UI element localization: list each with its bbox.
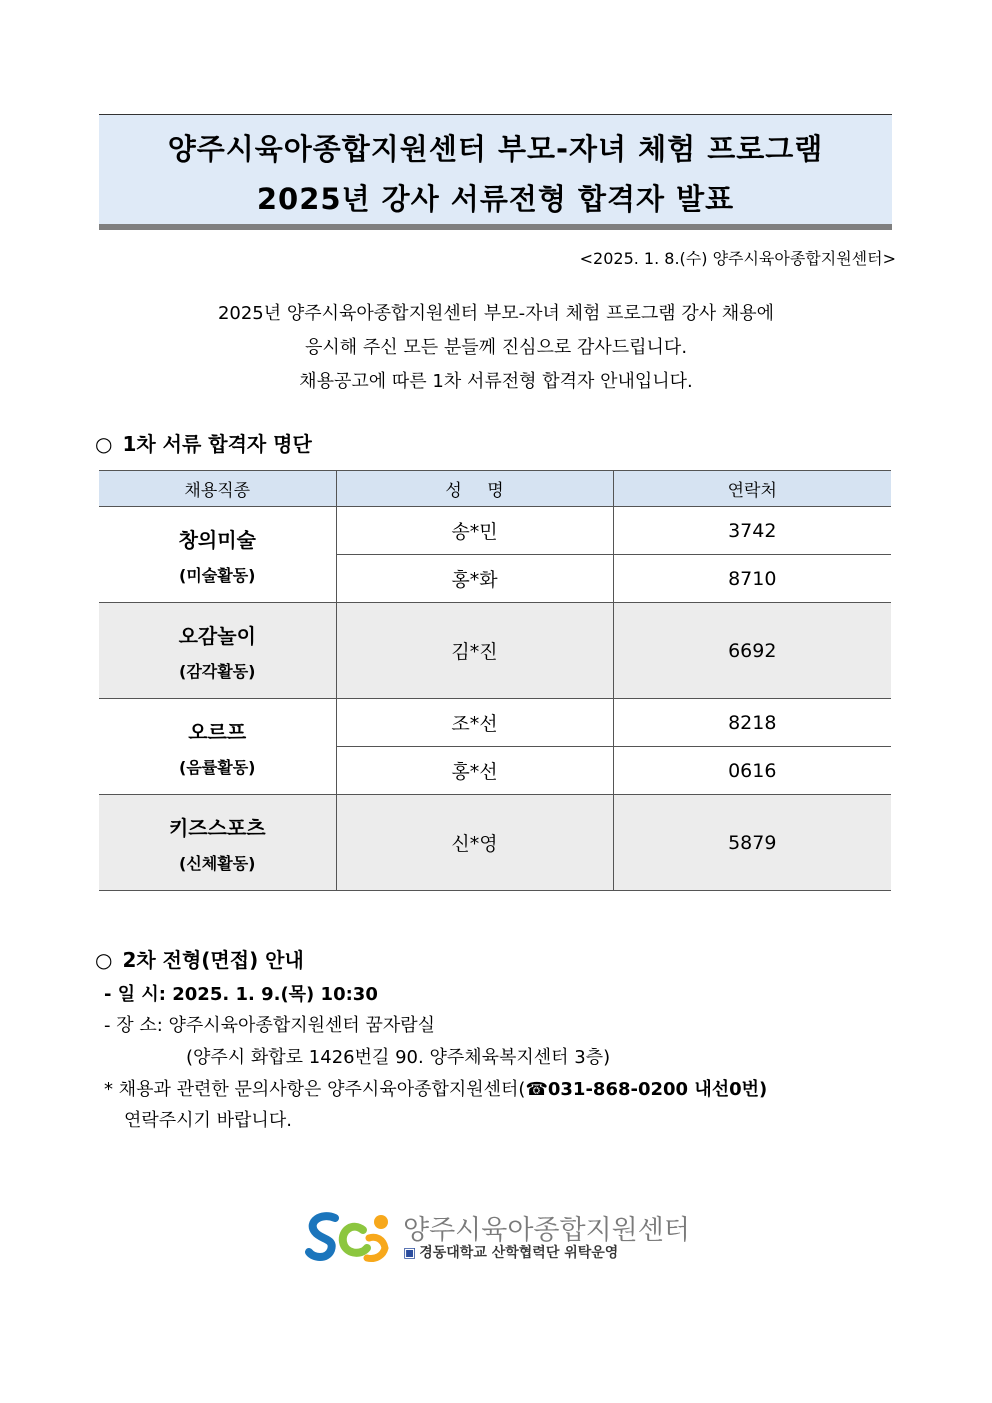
contact-cell: 0616 [613, 747, 891, 795]
intro-line-2: 응시해 주신 모든 분들께 진심으로 감사드립니다. [304, 337, 688, 358]
interview-datetime: - 일 시: 2025. 1. 9.(목) 10:30 [104, 984, 378, 1005]
header-name: 성 명 [336, 471, 613, 507]
inquiry-note-text: * 채용과 관련한 문의사항은 양주시육아종합지원센터( [104, 1079, 526, 1100]
inquiry-note-line2: 연락주시기 바랍니다. [124, 1110, 292, 1131]
page-title-line2: 2025년 강사 서류전형 합격자 발표 [256, 182, 735, 216]
title-banner [99, 114, 892, 230]
job-name: 오르프 [188, 719, 247, 744]
table-header-row [99, 471, 891, 507]
header-contact: 연락처 [613, 471, 891, 507]
name-cell: 김*진 [336, 603, 613, 699]
results-table [99, 470, 891, 891]
circle-bullet-icon: ○ [95, 948, 113, 972]
center-logo-mark-icon [305, 1208, 397, 1264]
contact-cell: 6692 [613, 603, 891, 699]
contact-cell: 8218 [613, 699, 891, 747]
table-row [99, 603, 891, 699]
section2-title: 2차 전형(면접) 안내 [122, 948, 304, 972]
name-cell: 조*선 [336, 699, 613, 747]
section1-title: 1차 서류 합격자 명단 [122, 432, 312, 456]
header-job: 채용직종 [99, 471, 336, 507]
job-sub: (신체활동) [179, 853, 256, 873]
interview-place: - 장 소: 양주시육아종합지원센터 꿈자람실 [104, 1015, 436, 1036]
table-row [99, 699, 891, 747]
name-cell: 홍*화 [336, 555, 613, 603]
contact-cell: 8710 [613, 555, 891, 603]
contact-cell: 3742 [613, 507, 891, 555]
job-sub: (음률활동) [179, 757, 256, 777]
job-name: 키즈스포츠 [168, 815, 266, 840]
job-cell [99, 699, 336, 795]
logo-sub-text: 경동대학교 산학협력단 위탁운영 [419, 1245, 619, 1261]
name-cell: 신*영 [336, 795, 613, 891]
name-cell: 홍*선 [336, 747, 613, 795]
table-row [99, 507, 891, 555]
inquiry-phone: ☎031-868-0200 내선0번) [525, 1079, 768, 1100]
logo-sub [403, 1242, 618, 1262]
page-title-line1: 양주시육아종합지원센터 부모-자녀 체험 프로그램 [167, 132, 824, 166]
job-cell [99, 507, 336, 603]
job-cell [99, 795, 336, 891]
table-row [99, 795, 891, 891]
announcement-date: <2025. 1. 8.(수) 양주시육아종합지원센터> [579, 249, 896, 268]
job-sub: (감각활동) [179, 661, 256, 681]
intro-line-3: 채용공고에 따른 1차 서류전형 합격자 안내입니다. [299, 371, 693, 392]
center-logo [305, 1208, 705, 1268]
intro-line-1: 2025년 양주시육아종합지원센터 부모-자녀 체험 프로그램 강사 채용에 [217, 303, 775, 324]
job-sub: (미술활동) [179, 565, 256, 585]
section2-heading [95, 944, 304, 973]
inquiry-note [104, 1075, 767, 1101]
job-name: 창의미술 [178, 527, 256, 552]
interview-address: (양주시 화합로 1426번길 90. 양주체육복지센터 3층) [186, 1047, 611, 1068]
university-seal-icon: ▣ [403, 1245, 417, 1261]
job-cell [99, 603, 336, 699]
logo-name: 양주시육아종합지원센터 [403, 1215, 690, 1246]
name-cell: 송*민 [336, 507, 613, 555]
section1-heading [95, 428, 312, 457]
circle-bullet-icon: ○ [95, 432, 113, 456]
contact-cell: 5879 [613, 795, 891, 891]
job-name: 오감놀이 [178, 623, 256, 648]
